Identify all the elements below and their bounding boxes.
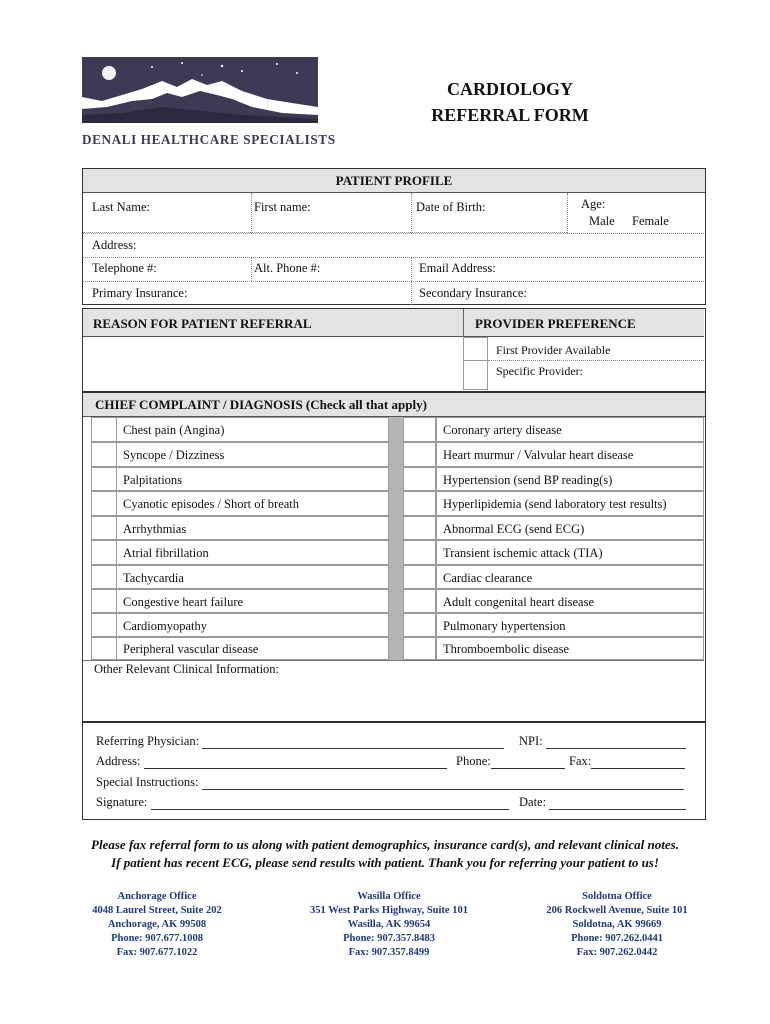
complaint-checkbox[interactable]	[91, 467, 117, 491]
complaint-row-left	[117, 442, 389, 467]
office-wasilla	[284, 890, 494, 960]
complaint-label[interactable]: Atrial fibrillation	[123, 546, 209, 560]
office-city: Wasilla, AK 99654	[347, 919, 431, 930]
female-option[interactable]: Female	[632, 214, 669, 228]
complaint-label[interactable]: Thromboembolic disease	[443, 642, 570, 656]
telephone-field[interactable]: Telephone #:	[92, 261, 157, 275]
logo-image	[82, 57, 318, 123]
specific-provider-checkbox[interactable]	[463, 360, 488, 390]
column-divider	[389, 417, 403, 660]
signature-label: Signature:	[96, 795, 148, 809]
complaint-checkbox[interactable]	[403, 540, 436, 565]
complaint-row-left	[117, 417, 389, 442]
complaint-checkbox[interactable]	[91, 417, 117, 442]
physician-phone-label: Phone:	[456, 754, 491, 768]
complaint-label[interactable]: Pulmonary hypertension	[443, 619, 566, 633]
complaint-row-left	[117, 467, 389, 491]
footer-note-line2: If patient has recent ECG, please send results with patient. Thank you for referring your patient to us!	[111, 855, 659, 870]
special-instructions-label: Special Instructions:	[96, 775, 199, 789]
office-city: Soldotna, AK 99669	[572, 919, 662, 930]
complaint-label[interactable]: Arrhythmias	[123, 522, 187, 536]
mountain-logo-icon	[82, 57, 318, 123]
alt-phone-field[interactable]: Alt. Phone #:	[254, 261, 321, 275]
complaint-label[interactable]: Transient ischemic attack (TIA)	[443, 546, 603, 560]
complaint-row-left	[117, 637, 389, 660]
complaint-checkbox[interactable]	[91, 442, 117, 467]
complaint-label[interactable]: Adult congenital heart disease	[443, 595, 594, 609]
provider-heading: PROVIDER PREFERENCE	[475, 316, 636, 331]
complaint-row-left	[117, 613, 389, 637]
complaint-checkbox[interactable]	[403, 491, 436, 516]
office-city: Anchorage, AK 99508	[107, 919, 207, 930]
office-fax: Fax: 907.262.0442	[576, 947, 658, 958]
complaint-checkbox[interactable]	[403, 417, 436, 442]
complaint-checkbox[interactable]	[91, 516, 117, 540]
office-street: 351 West Parks Highway, Suite 101	[310, 905, 468, 916]
specific-provider-option[interactable]: Specific Provider:	[496, 364, 583, 378]
complaint-label[interactable]: Tachycardia	[123, 571, 184, 585]
secondary-insurance-field[interactable]: Secondary Insurance:	[419, 286, 527, 300]
office-name: Wasilla Office	[357, 891, 421, 902]
complaint-checkbox[interactable]	[91, 589, 117, 613]
complaint-checkbox[interactable]	[403, 565, 436, 589]
physician-section	[82, 722, 706, 820]
complaint-label[interactable]: Hyperlipidemia (send laboratory test results)	[443, 497, 667, 511]
complaint-row-right	[436, 613, 704, 637]
office-fax: Fax: 907.677.1022	[116, 947, 198, 958]
complaint-checkbox[interactable]	[91, 491, 117, 516]
complaint-checkbox[interactable]	[403, 467, 436, 491]
physician-phone-row[interactable]	[456, 754, 565, 769]
complaint-checkbox[interactable]	[91, 565, 117, 589]
complaint-checkbox[interactable]	[91, 613, 117, 637]
form-title-line1: CARDIOLOGY	[446, 79, 573, 99]
complaint-label[interactable]: Heart murmur / Valvular heart disease	[443, 448, 634, 462]
special-instructions-row[interactable]	[96, 775, 684, 790]
complaint-row-right	[436, 516, 704, 540]
physician-fax-row[interactable]	[569, 754, 685, 769]
complaint-row-left	[117, 540, 389, 565]
complaint-row-right	[436, 637, 704, 660]
office-street: 4048 Laurel Street, Suite 202	[92, 905, 222, 916]
complaint-label[interactable]: Cardiomyopathy	[123, 619, 208, 633]
last-name-field[interactable]: Last Name:	[92, 200, 150, 214]
email-field[interactable]: Email Address:	[419, 261, 496, 275]
complaint-label[interactable]: Cardiac clearance	[443, 571, 533, 585]
physician-address-row[interactable]	[96, 754, 447, 769]
complaint-checkbox[interactable]	[91, 540, 117, 565]
complaint-label[interactable]: Coronary artery disease	[443, 423, 562, 437]
complaint-row-right	[436, 442, 704, 467]
first-provider-checkbox[interactable]	[463, 337, 488, 361]
first-name-field[interactable]: First name:	[254, 200, 311, 214]
complaint-label[interactable]: Congestive heart failure	[123, 595, 244, 609]
org-name: DENALI HEALTHCARE SPECIALISTS	[82, 132, 336, 147]
date-row[interactable]	[519, 795, 686, 810]
complaint-row-left	[117, 491, 389, 516]
dob-field[interactable]: Date of Birth:	[416, 200, 486, 214]
complaint-heading: CHIEF COMPLAINT / DIAGNOSIS (Check all that apply)	[83, 393, 705, 417]
patient-profile-heading: PATIENT PROFILE	[83, 169, 705, 193]
complaint-checkbox[interactable]	[403, 516, 436, 540]
referral-section	[82, 308, 706, 392]
complaint-row-right	[436, 491, 704, 516]
complaint-label[interactable]: Hypertension (send BP reading(s)	[443, 473, 613, 487]
referring-physician-row[interactable]	[96, 734, 504, 749]
complaint-label[interactable]: Cyanotic episodes / Short of breath	[123, 497, 300, 511]
complaint-row-left	[117, 516, 389, 540]
complaint-label[interactable]: Peripheral vascular disease	[123, 642, 259, 656]
office-phone: Phone: 907.677.1008	[111, 933, 203, 944]
complaint-checkbox[interactable]	[403, 637, 436, 660]
physician-fax-label: Fax:	[569, 754, 592, 768]
complaint-section	[82, 392, 706, 722]
age-field[interactable]: Age:	[581, 197, 606, 211]
form-title-line2: REFERRAL FORM	[431, 105, 589, 125]
reason-heading: REASON FOR PATIENT REFERRAL	[93, 316, 312, 331]
signature-row[interactable]	[96, 795, 509, 810]
first-provider-option[interactable]: First Provider Available	[496, 343, 611, 357]
complaint-row-left	[117, 565, 389, 589]
complaint-checkbox[interactable]	[403, 613, 436, 637]
patient-profile-section	[82, 168, 706, 305]
complaint-label[interactable]: Palpitations	[123, 473, 183, 487]
primary-insurance-field[interactable]: Primary Insurance:	[92, 286, 188, 300]
complaint-row-right	[436, 589, 704, 613]
address-field[interactable]: Address:	[92, 238, 137, 252]
complaint-checkbox[interactable]	[91, 637, 117, 660]
complaint-label[interactable]: Abnormal ECG (send ECG)	[443, 522, 585, 536]
footer-note-line1: Please fax referral form to us along with patient demographics, insurance card(s), and relevant clinical notes.	[91, 837, 679, 852]
complaint-label[interactable]: Chest pain (Angina)	[123, 423, 225, 437]
complaint-checkbox[interactable]	[403, 589, 436, 613]
complaint-row-right	[436, 417, 704, 442]
office-name: Anchorage Office	[117, 891, 197, 902]
complaint-checkbox[interactable]	[403, 442, 436, 467]
complaint-row-right	[436, 540, 704, 565]
male-option[interactable]: Male	[589, 214, 615, 228]
office-soldotna	[512, 890, 722, 960]
office-phone: Phone: 907.357.8483	[343, 933, 435, 944]
complaint-row-right	[436, 467, 704, 491]
office-phone: Phone: 907.262.0441	[571, 933, 663, 944]
office-street: 206 Rockwell Avenue, Suite 101	[546, 905, 688, 916]
complaint-row-left	[117, 589, 389, 613]
complaint-label[interactable]: Syncope / Dizziness	[123, 448, 225, 462]
npi-row[interactable]	[519, 734, 686, 749]
office-name: Soldotna Office	[582, 891, 652, 902]
complaint-row-right	[436, 565, 704, 589]
physician-address-label: Address:	[96, 754, 141, 768]
referring-physician-label: Referring Physician:	[96, 734, 200, 748]
office-anchorage	[52, 890, 262, 960]
npi-label: NPI:	[519, 734, 543, 748]
other-info-field[interactable]: Other Relevant Clinical Information:	[94, 662, 280, 676]
date-label: Date:	[519, 795, 547, 809]
office-fax: Fax: 907.357.8499	[348, 947, 430, 958]
